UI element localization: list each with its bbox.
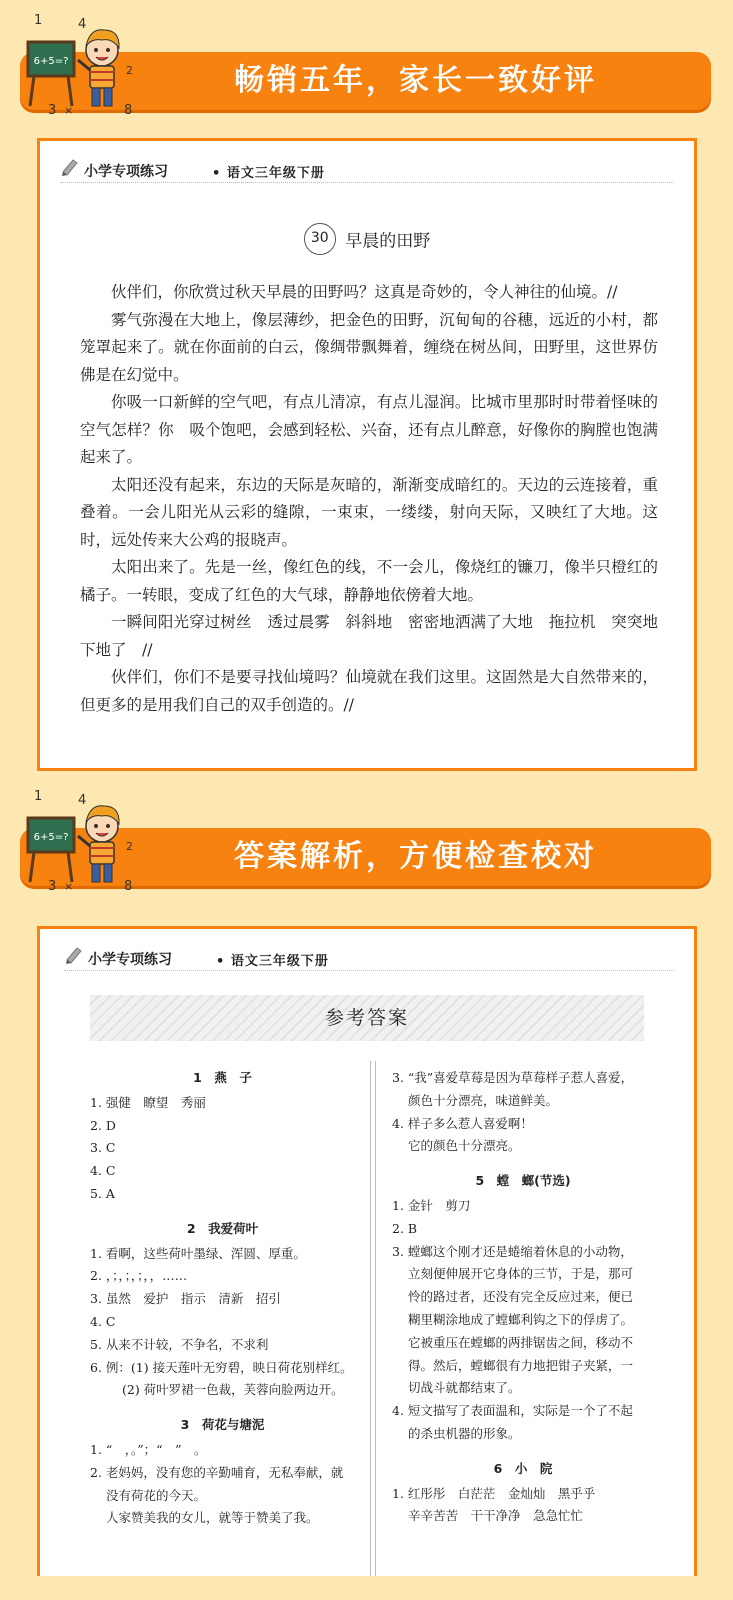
answer-line: 1. 强健 瞭望 秀丽: [90, 1094, 206, 1110]
paragraph: 一瞬间阳光穿过树丝 透过晨雾 斜斜地 密密地洒满了大地 拖拉机 突突地下地了 //: [80, 613, 658, 659]
paragraph: 太阳还没有起来，东边的天际是灰暗的，渐渐变成暗红的。天边的云连接着，重叠着。一会儿阳光从云彩的缝隙，一束束，一缕缕，射向天际，又映红了大地。这时，远处传来大公鸡的报晓声。: [80, 475, 658, 549]
answer-section-title: 5 螳 螂(节选): [475, 1173, 571, 1189]
answer-line: 2. 老妈妈，没有您的辛勤哺育，无私奉献，就: [90, 1464, 344, 1480]
answer-line: 4. C: [90, 1313, 116, 1329]
answer-section-title: 6 小 院: [493, 1460, 553, 1476]
answers-title: 参考答案: [90, 995, 644, 1041]
series-name: 小学专项练习: [88, 952, 172, 968]
banner-title: 畅销五年，家长一致好评: [234, 63, 597, 98]
paragraph: 伙伴们，你欣赏过秋天早晨的田野吗？这真是奇妙的，令人神往的仙境。//: [111, 283, 618, 301]
lesson-title: 早晨的田野: [345, 231, 431, 252]
lesson-body: [80, 279, 658, 719]
answer-line: 切战斗就都结束了。: [408, 1380, 521, 1396]
pencil-icon: [60, 157, 80, 177]
answers-page: [37, 926, 697, 1576]
page-header: [64, 947, 674, 971]
svg-text:8: 8: [124, 879, 133, 894]
svg-text:8: 8: [124, 103, 133, 118]
grade-subtitle: • 语文三年级下册: [216, 954, 329, 969]
answer-line: 3. 螳螂这个刚才还是蜷缩着休息的小动物，: [392, 1243, 633, 1259]
answers-left-column: [90, 1067, 355, 1530]
svg-text:1: 1: [34, 789, 43, 804]
answer-line: 它的颜色十分漂亮。: [408, 1138, 521, 1154]
answer-line: 1. 红彤彤 白茫茫 金灿灿 黑乎乎: [392, 1485, 596, 1501]
answer-line: 4. C: [90, 1163, 116, 1179]
answer-line: 3. 虽然 爱护 指示 清新 招引: [90, 1291, 281, 1307]
answer-line: (2) 荷叶罗裙一色裁，芙蓉向脸两边开。: [122, 1382, 344, 1398]
svg-text:2: 2: [126, 64, 133, 77]
paragraph: 你吸一口新鲜的空气吧，有点儿清凉，有点儿湿润。比城市里那时时带着怪味的空气怎样？你 吸个饱吧，会感到轻松、兴奋，还有点儿醉意，好像你的胸膛也饱满起来了。: [80, 393, 658, 466]
answer-line: 3. C: [90, 1140, 116, 1156]
answer-line: 4. 样子多么惹人喜爱啊！: [392, 1115, 533, 1131]
answer-line: 1. 金针 剪刀: [392, 1197, 471, 1213]
answer-line: 4. 短文描写了表面温和，实际是一个了不起: [392, 1403, 633, 1419]
lesson-number: 30: [304, 223, 336, 255]
answer-line: 2. D: [90, 1117, 116, 1133]
promo-banner-2: [0, 784, 733, 894]
paragraph: 雾气弥漫在大地上，像层薄纱，把金色的田野，沉甸甸的谷穗，远近的小村，都笼罩起来了。就在你面前的白云，像绸带飘舞着，缠绕在树丛间，田野里，这世界仿佛是在幻觉中。: [80, 310, 658, 384]
svg-text:3: 3: [48, 103, 57, 118]
grade-subtitle: • 语文三年级下册: [212, 166, 325, 181]
board-formula: 6+5=?: [33, 56, 69, 67]
svg-text:2: 2: [126, 840, 133, 853]
answer-line: 的杀虫机器的形象。: [408, 1425, 521, 1441]
series-name: 小学专项练习: [84, 164, 168, 180]
answer-line: 6. 例：(1) 接天莲叶无穷碧，映日荷花别样红。: [90, 1359, 353, 1375]
svg-text:×: ×: [64, 104, 74, 117]
svg-text:×: ×: [64, 880, 74, 893]
lesson-page: [37, 138, 697, 771]
svg-text:4: 4: [78, 793, 87, 808]
promo-banner-1: [0, 8, 733, 118]
answer-line: 1. 看啊，这些荷叶墨绿、浑圆、厚重。: [90, 1245, 306, 1261]
answer-line: 人家赞美我的女儿，就等于赞美了我。: [106, 1510, 319, 1526]
paragraph: 太阳出来了。先是一丝，像红色的线，不一会儿，像烧红的镰刀，像半只橙红的橘子。一转眼，变成了红色的大气球，静静地依傍着大地。: [80, 558, 658, 604]
answer-line: 没有荷花的今天。: [106, 1487, 207, 1503]
lesson-heading: [40, 223, 694, 255]
pencil-icon: [64, 945, 84, 965]
answer-line: 颜色十分漂亮，味道鲜美。: [408, 1092, 559, 1108]
answer-line: 糊里糊涂地成了螳螂利钩之下的俘虏了。: [408, 1311, 634, 1327]
answers-right-column: [392, 1067, 654, 1528]
answer-line: 3. “我”喜爱草莓是因为草莓样子惹人喜爱，: [392, 1070, 634, 1085]
paragraph: 伙伴们，你们不是要寻找仙境吗？仙境就在我们这里。这固然是大自然带来的，但更多的是用我们自己的双手创造的。//: [80, 668, 658, 714]
answer-section-title: 3 荷花与塘泥: [180, 1417, 265, 1433]
answer-line: 5. 从来不计较，不争名，不求利: [90, 1336, 269, 1352]
banner-title: 答案解析，方便检查校对: [234, 839, 597, 874]
answer-line: 2. ，；，；，；，，……: [90, 1268, 188, 1284]
svg-text:1: 1: [34, 13, 43, 28]
answer-line: 2. B: [392, 1220, 418, 1236]
svg-text:3: 3: [48, 879, 57, 894]
answer-line: 怜的路过者，还没有完全反应过来，便已: [408, 1289, 634, 1305]
answer-line: 立刻便伸展开它身体的三节，于是，那可: [408, 1266, 634, 1282]
answer-line: 它被重压在螳螂的两排锯齿之间，移动不: [408, 1334, 634, 1350]
answer-line: 1. “ ，。”；“ ” 。: [90, 1441, 207, 1457]
answer-section-title: 1 燕 子: [193, 1070, 252, 1085]
answer-line: 辛辛苦苦 干干净净 急急忙忙: [408, 1508, 584, 1524]
column-divider: [370, 1061, 376, 1576]
svg-text:4: 4: [78, 17, 87, 32]
page-header: [60, 159, 674, 183]
answer-line: 得。然后，螳螂很有力地把钳子夹紧，一: [408, 1357, 634, 1373]
board-formula: 6+5=?: [33, 832, 69, 843]
answer-section-title: 2 我爱荷叶: [186, 1220, 259, 1236]
answer-line: 5. A: [90, 1185, 115, 1201]
